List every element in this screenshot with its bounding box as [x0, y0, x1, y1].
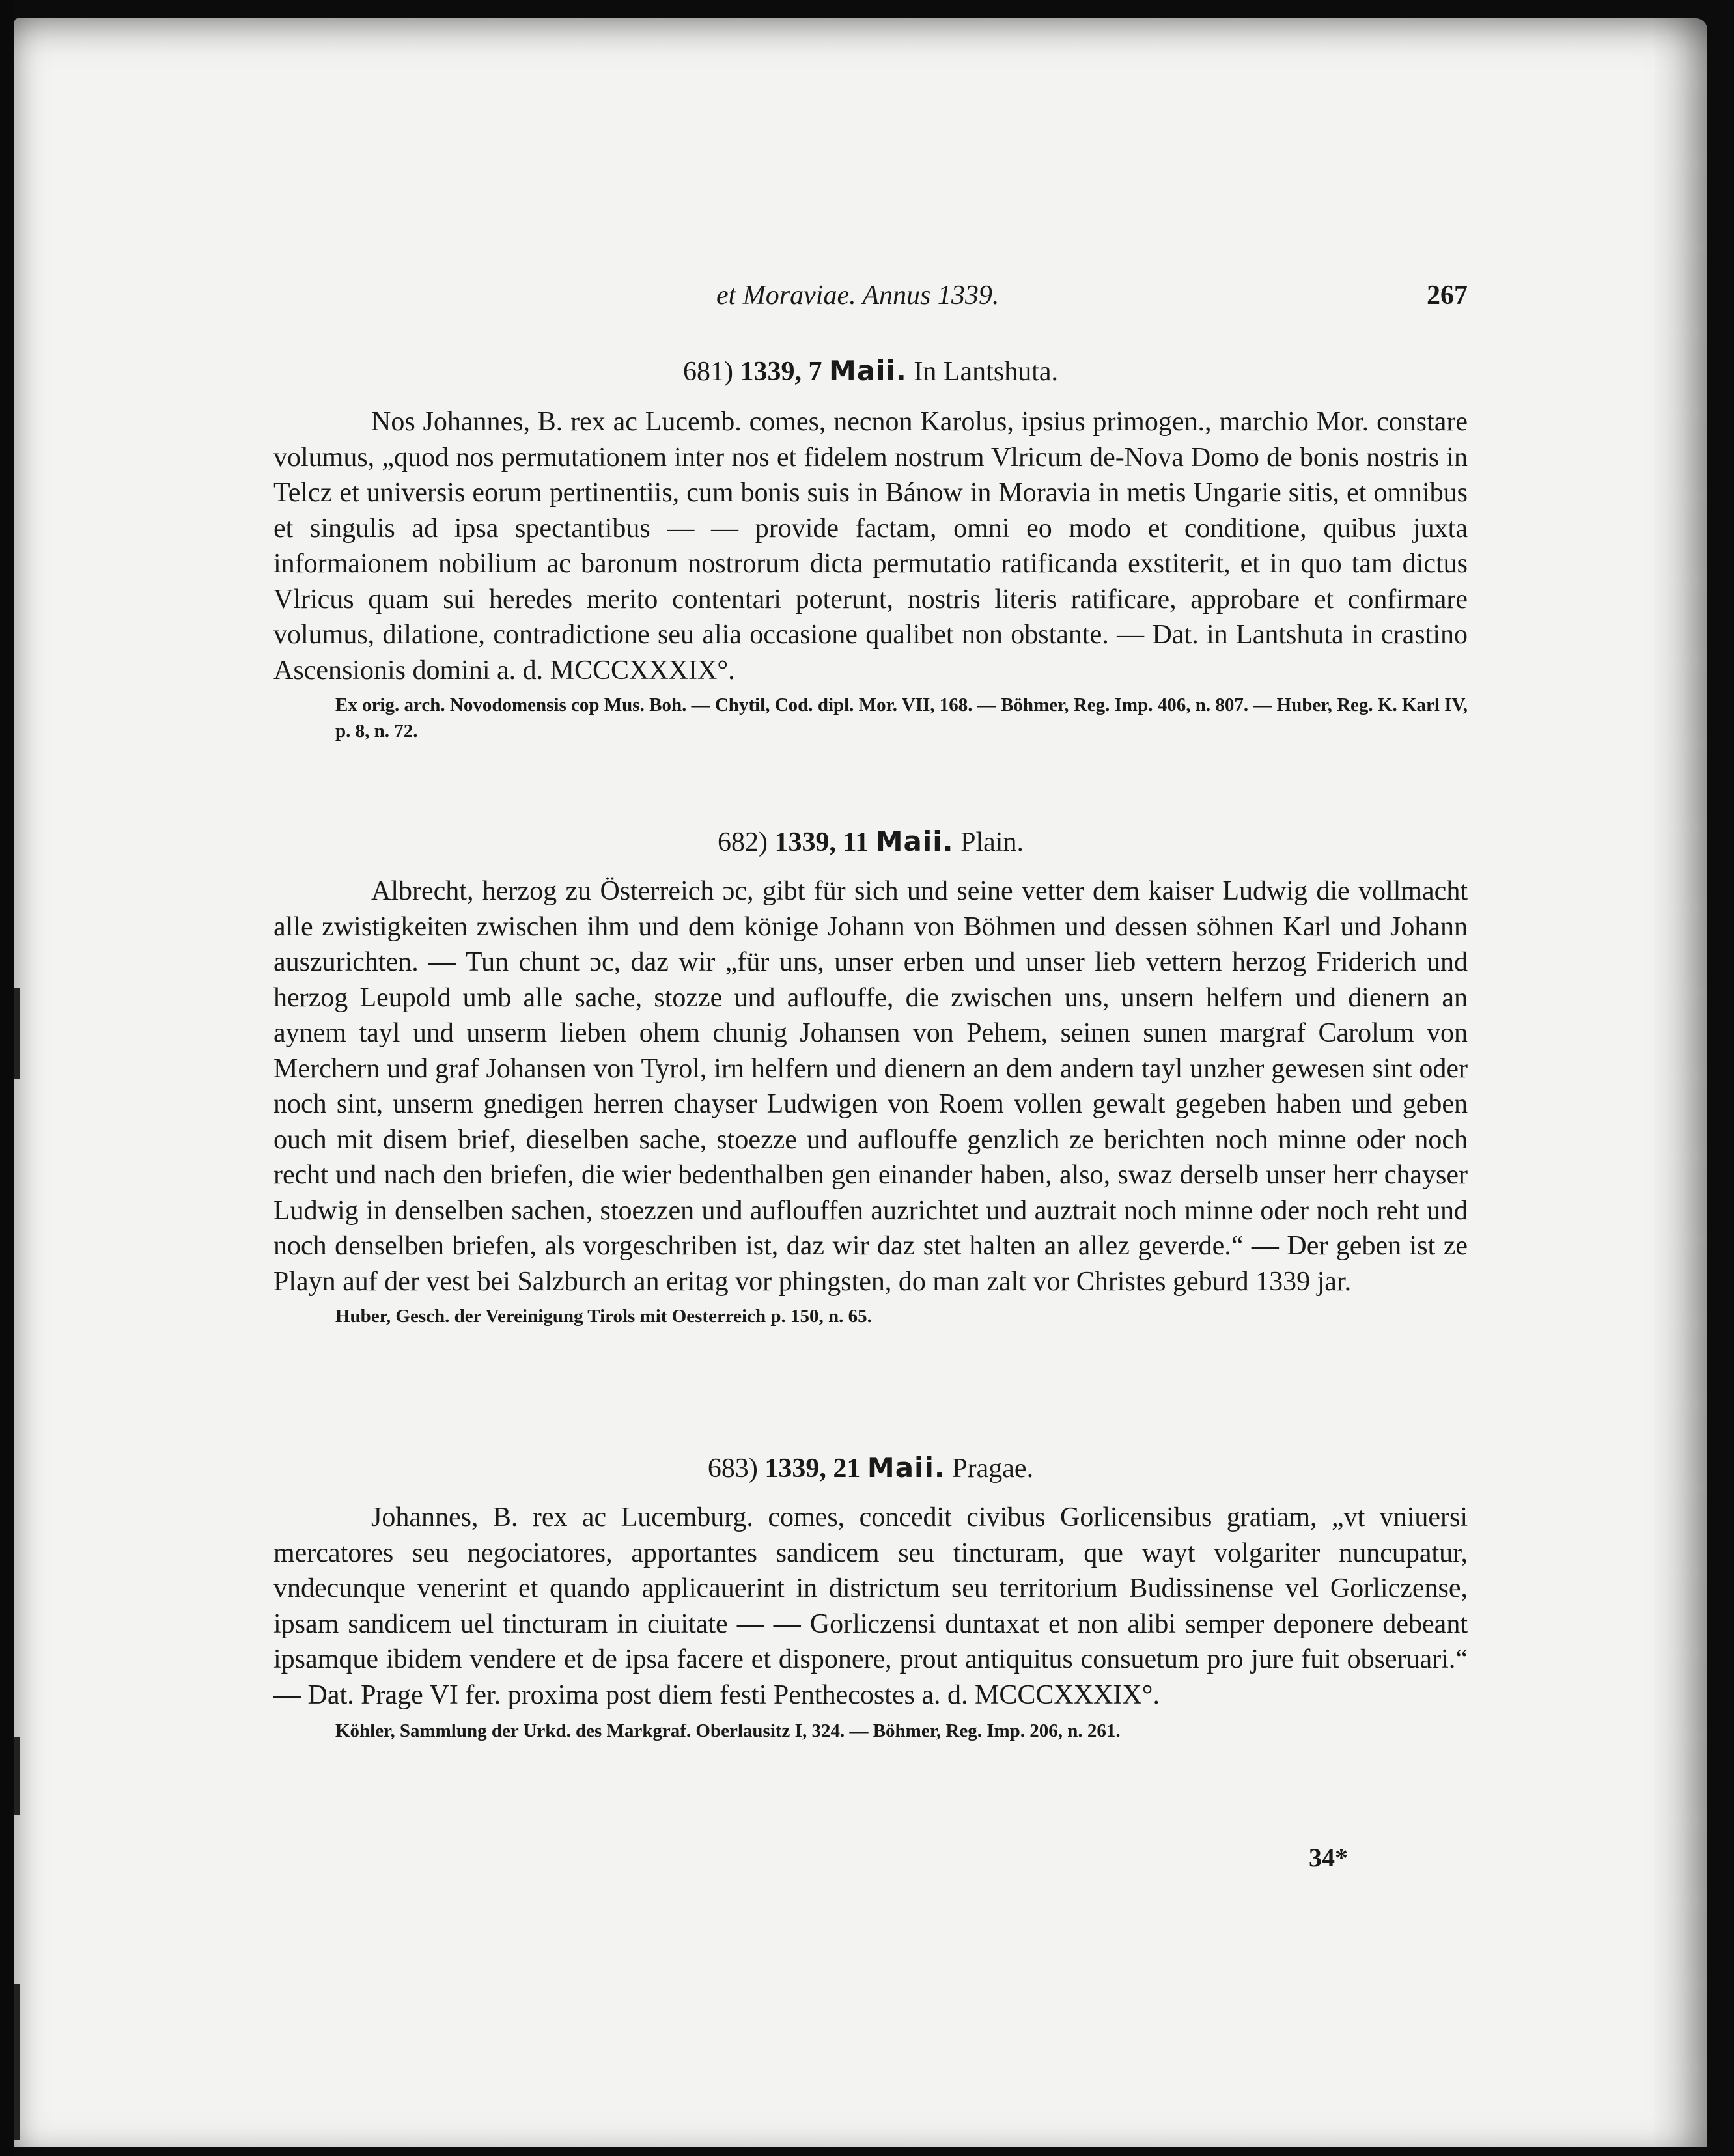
- entry-heading: [273, 355, 1468, 387]
- entry-source: Huber, Gesch. der Vereinigung Tirols mit Oesterreich p. 150, n. 65.: [335, 1306, 872, 1327]
- entry-number: 683): [707, 1454, 758, 1484]
- entry-date: 1339, 7: [740, 357, 822, 387]
- signature-mark: 34*: [1309, 1843, 1348, 1872]
- entry-source: Ex orig. arch. Novodomensis cop Mus. Boh. — Chytil, Cod. dipl. Mor. VII, 168. — Böhmer, Reg. Imp. 406, n. 807. — Huber, Reg. K. Karl IV, p. 8, n. 72.: [335, 695, 1468, 741]
- entry-date: 1339, 11: [774, 827, 869, 857]
- entry-heading: [273, 825, 1468, 858]
- running-title: et Moraviae. Annus 1339.: [716, 281, 1000, 311]
- entry-month: Maii.: [875, 825, 954, 857]
- entry-month: Maii.: [829, 355, 907, 387]
- entry-681: [273, 355, 1468, 744]
- entry-text: Nos Johannes, B. rex ac Lucemb. comes, necnon Karolus, ipsius primogen., marchio Mor. constare volumus, „quod nos permutationem inter nos et fidelem nostrum Vlricum de-Nova Domo de bonis nostris in Telcz et universis eorum pertinentiis, cum bonis suis in Bánow in Moravia in metis Ungarie sitis, et omnibus et singulis ad ipsa spectantibus — — provide factam, omni eo modo et conditione, quibus juxta informaionem nobilium ac baronum nostrorum dicta permutatio ratificanda exstiterit, et in quo tam dictus Vlricus quam sui heredes merito contentari poterunt, nostris literis ratificare, approbare et confirmare volumus, dilatione, contradictione seu alia occasione qualibet non obstante. — Dat. in Lantshuta in crastino Ascensionis domini a. d. MCCCXXXIX°.: [273, 407, 1468, 685]
- page-header: [273, 280, 1468, 325]
- scan-border: [0, 0, 14, 2156]
- entry-683: [273, 1452, 1468, 1744]
- entry-source: Köhler, Sammlung der Urkd. des Markgraf. Oberlausitz I, 324. — Böhmer, Reg. Imp. 206, n. 261.: [335, 1721, 1121, 1741]
- entry-text: Johannes, B. rex ac Lucemburg. comes, concedit civibus Gorlicensibus gratiam, „vt vniuersi mercatores seu negociatores, apportantes sandicem seu tincturam, que wayt volgariter nuncupatur, vndecunque venerint et quando applicauerint in districtum seu territorium Budissinense vel Gorliczense, ipsam sandicem uel tincturam in ciuitate — — Gorliczensi duntaxat et non alibi semper deponere debeant ipsamque ibidem vendere et de ipsa facere et disponere, prout antiquitus consuetum pro jure fuit obseruari.“ — Dat. Prage VI fer. proxima post diem festi Penthecostes a. d. MCCCXXXIX°.: [273, 1502, 1468, 1710]
- entry-place: In Lantshuta.: [914, 357, 1058, 387]
- entry-month: Maii.: [867, 1452, 945, 1484]
- entry-heading: [273, 1452, 1468, 1484]
- entry-place: Pragae.: [952, 1454, 1034, 1484]
- entry-number: 681): [683, 357, 733, 387]
- binding-mark: [14, 1737, 20, 1815]
- entry-number: 682): [718, 827, 768, 857]
- binding-mark: [14, 1984, 20, 2140]
- page-number: 267: [1427, 281, 1468, 311]
- binding-mark: [14, 988, 20, 1079]
- entry-place: Plain.: [960, 827, 1024, 857]
- entry-text: Albrecht, herzog zu Österreich ɔc, gibt für sich und seine vetter dem kaiser Ludwig die vollmacht alle zwistigkeiten zwischen ihm und dem könige Johann von Böhmen und dessen söhnen Karl und Johann auszurichten. — Tun chunt ɔc, daz wir „für uns, unser erben und unser lieb vettern herzog Friderich und herzog Leupold umb alle sache, stozze und auflouffe, die zwischen uns, unsern helfern und dienern an aynem tayl und unserm lieben ohem chunig Johansen von Pehem, seinen sunen margraf Carolum von Merchern und graf Johansen von Tyrol, irn helfern und dienern an dem andern tayl unzher gewesen sint oder noch sint, unserm gnedigen herren chayser Ludwigen von Roem vollen gewalt gegeben haben und geben ouch mit disem brief, dieselben sache, stoezze und auflouffe genzlich ze berichten noch minne oder noch recht und nach den briefen, die wier bedenthalben gen einander haben, also, swaz derselb unser herr chayser Ludwig in denselben sachen, stoezzen und auflouffen auzrichtet und auztrait noch minne oder noch reht und noch denselben briefen, als vorgeschriben ist, daz wir daz stet halten an allez geverde.“ — Der geben ist ze Playn auf der vest bei Salzburch an eritag vor phingsten, do man zalt vor Christes geburd 1339 jar.: [273, 876, 1468, 1297]
- entry-date: 1339, 21: [764, 1454, 861, 1484]
- entry-682: [273, 825, 1468, 1329]
